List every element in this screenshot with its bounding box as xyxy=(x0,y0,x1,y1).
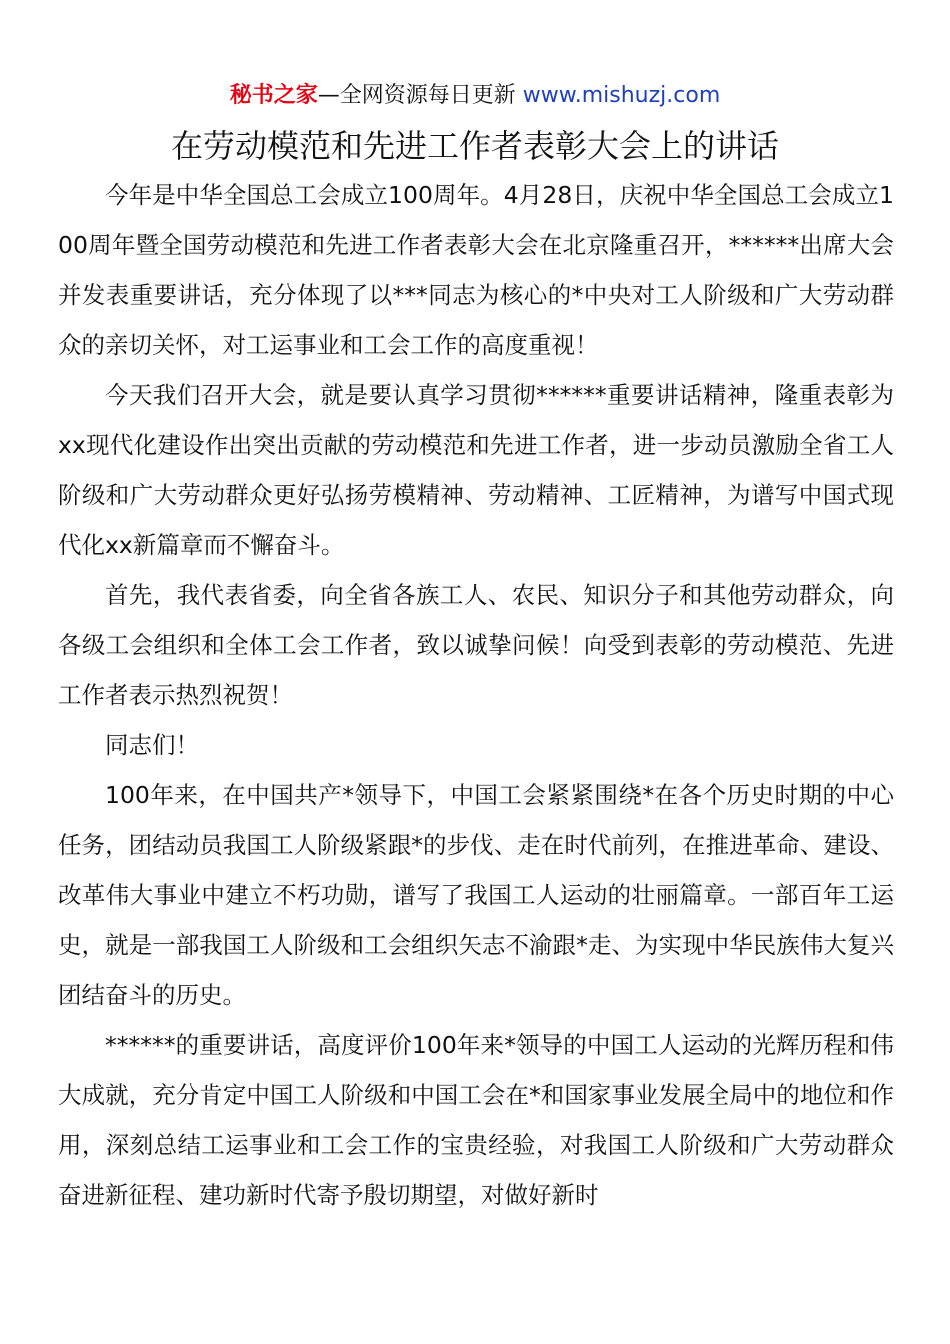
site-header xyxy=(0,80,950,112)
brand-name: 秘书之家 xyxy=(229,83,318,108)
document-title: 在劳动模范和先进工作者表彰大会上的讲话 xyxy=(170,127,779,165)
paragraph: 100年来，在中国共产*领导下，中国工会紧紧围绕*在各个历史时期的中心任务，团结动员我国工人阶级紧跟*的步伐、走在时代前列，在推进革命、建设、改革伟大事业中建立不朽功勋，谱写了我国工人运动的壮丽篇章。一部百年工运史，就是一部我国工人阶级和工会组织矢志不渝跟*走、为实现中华民族伟大复兴团结奋斗的历史。 xyxy=(58,781,894,1009)
paragraph: ******的重要讲话，高度评价100年来*领导的中国工人运动的光辉历程和伟大成就，充分肯定中国工人阶级和中国工会在*和国家事业发展全局中的地位和作用，深刻总结工运事业和工会工作的宝贵经验，对我国工人阶级和广大劳动群众奋进新征程、建功新时代寄予殷切期望，对做好新时 xyxy=(58,1031,894,1209)
paragraph: 今年是中华全国总工会成立100周年。4月28日，庆祝中华全国总工会成立100周年暨全国劳动模范和先进工作者表彰大会在北京隆重召开，******出席大会并发表重要讲话，充分体现了以***同志为核心的*中央对工人阶级和广大劳动群众的亲切关怀，对工运事业和工会工作的高度重视！ xyxy=(58,181,894,359)
paragraph: 首先，我代表省委，向全省各族工人、农民、知识分子和其他劳动群众，向各级工会组织和全体工会工作者，致以诚挚问候！向受到表彰的劳动模范、先进工作者表示热烈祝贺！ xyxy=(58,581,894,709)
paragraph: 今天我们召开大会，就是要认真学习贯彻******重要讲话精神，隆重表彰为xx现代化建设作出突出贡献的劳动模范和先进工作者，进一步动员激励全省工人阶级和广大劳动群众更好弘扬劳模精神、劳动精神、工匠精神，为谱写中国式现代化xx新篇章而不懈奋斗。 xyxy=(58,381,894,559)
site-url-link[interactable]: www.mishuzj.com xyxy=(522,83,721,108)
document-body xyxy=(58,170,894,1220)
header-tagline: —全网资源每日更新 xyxy=(317,83,523,108)
paragraph: 同志们！ xyxy=(105,731,199,759)
